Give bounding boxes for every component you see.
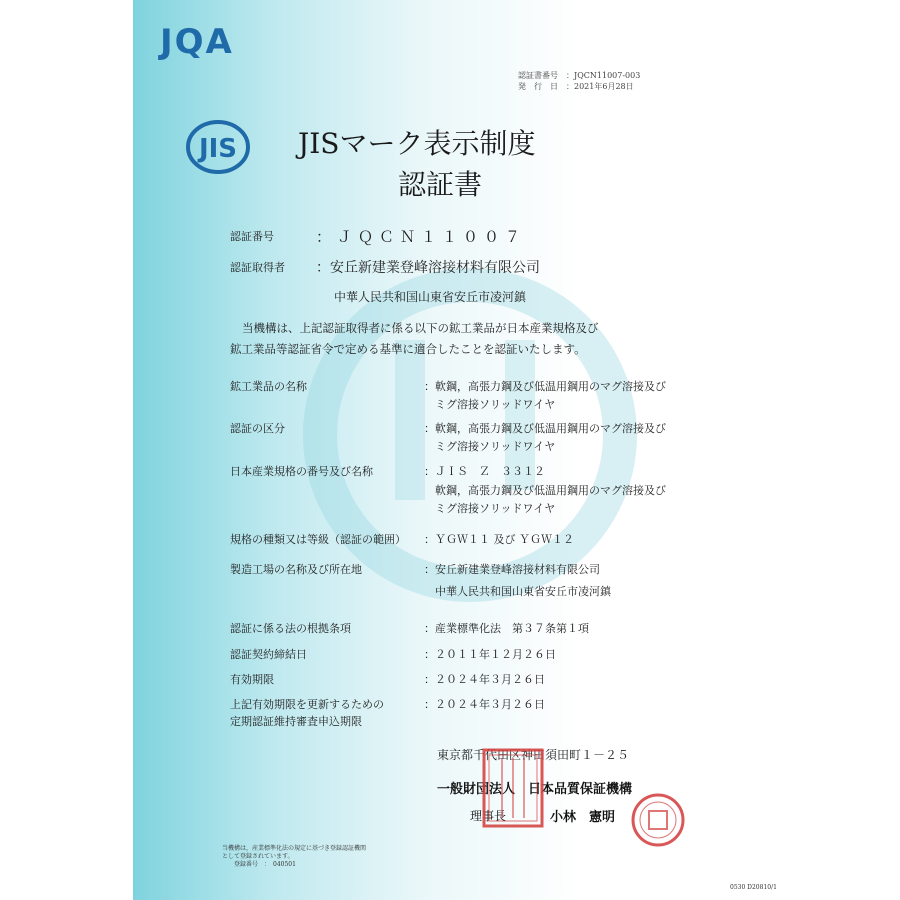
field-label-cert-category: 認証の区分 [230, 422, 285, 435]
field-label-legal-basis: 認証に係る法の根拠条項 [230, 622, 351, 635]
field-value-legal-basis: ：産業標準化法 第３７条第１項 [424, 622, 589, 635]
organization-seal-stamp [482, 748, 544, 828]
issue-date-label: 発 行 日 [518, 82, 558, 91]
body-text-line2: 鉱工業品等認証省令で定める基準に適合したことを認証いたします。 [230, 342, 586, 356]
field-value-product-name: ：軟鋼，高張力鋼及び低温用鋼用のマグ溶接及び [424, 380, 666, 393]
field-label-jis-standard: 日本産業規格の番号及び名称 [230, 465, 373, 478]
field-value-product-name: ミグ溶接ソリッドワイヤ [424, 398, 556, 411]
cert-number-label: 認証番号 [230, 230, 274, 243]
field-value-grade: ：ＹＧＷ１１ 及び ＹＧＷ１２ [424, 533, 574, 546]
issuer-name: 小林 憲明 [550, 810, 616, 825]
issuer-address: 東京都千代田区神田須田町１－２５ [437, 748, 630, 762]
jis-mark-icon [183, 118, 253, 176]
director-seal-stamp [630, 792, 686, 848]
field-value-expiry: ：２０２４年３月２６日 [424, 673, 545, 686]
cert-doc-number-value: ：JQCN11007-003 [566, 71, 641, 80]
field-label-renewal-deadline: 上記有効期限を更新するための [230, 698, 384, 711]
footer-note-line1: 当機構は，産業標準化法の規定に基づき登録認証機関 [222, 845, 367, 852]
field-label-renewal-deadline-2: 定期認証維持審査申込期限 [230, 715, 362, 728]
cert-doc-number-label: 認証書番号 [518, 71, 558, 80]
body-text-line1: 当機構は、上記認証取得者に係る以下の鉱工業品が日本産業規格及び [242, 321, 599, 335]
title-line1: JISマーク表示制度 [298, 127, 536, 160]
issuer-org: 一般財団法人 日本品質保証機構 [437, 782, 633, 797]
field-value-jis-standard: 軟鋼，高張力鋼及び低温用鋼用のマグ溶接及び [424, 484, 666, 497]
field-value-jis-standard: ：ＪＩＳ Ｚ ３３１２ [424, 465, 545, 478]
field-value-contract-date: ：２０１１年１２月２６日 [424, 648, 556, 661]
cert-number-value: ：ＪＱＣＮ１１００７ [316, 228, 527, 246]
field-label-grade: 規格の種類又は等級（認証の範囲） [230, 533, 406, 546]
field-label-contract-date: 認証契約締結日 [230, 648, 307, 661]
jqa-logo: JQA [160, 22, 234, 62]
issue-date-value: ：2021年6月28日 [566, 82, 634, 91]
footer-note-line2: として登録されています。 [222, 853, 294, 860]
field-value-renewal-deadline: ：２０２４年３月２６日 [424, 698, 545, 711]
footer-registration-number: 登録番号 ： 040501 [234, 861, 296, 868]
field-label-product-name: 鉱工業品の名称 [230, 380, 307, 393]
holder-label: 認証取得者 [230, 261, 285, 274]
field-label-factory: 製造工場の名称及び所在地 [230, 563, 362, 576]
holder-value: ：安丘新建業登峰溶接材料有限公司 [316, 260, 540, 276]
field-value-jis-standard: ミグ溶接ソリッドワイヤ [424, 502, 556, 515]
title-line2: 認証書 [398, 168, 483, 201]
field-value-factory: ：安丘新建業登峰溶接材料有限公司 [424, 563, 600, 576]
field-value-factory: 中華人民共和国山東省安丘市凌河鎮 [424, 585, 611, 598]
footer-doc-code: 0530 D20810/1 [730, 884, 777, 891]
holder-address: 中華人民共和国山東省安丘市凌河鎮 [334, 290, 527, 304]
field-value-cert-category: ミグ溶接ソリッドワイヤ [424, 440, 556, 453]
issuer-title: 理事長 [470, 809, 507, 823]
jis-mark-text: JIS [198, 134, 238, 164]
field-value-cert-category: ：軟鋼，高張力鋼及び低温用鋼用のマグ溶接及び [424, 422, 666, 435]
field-label-expiry: 有効期限 [230, 673, 274, 686]
